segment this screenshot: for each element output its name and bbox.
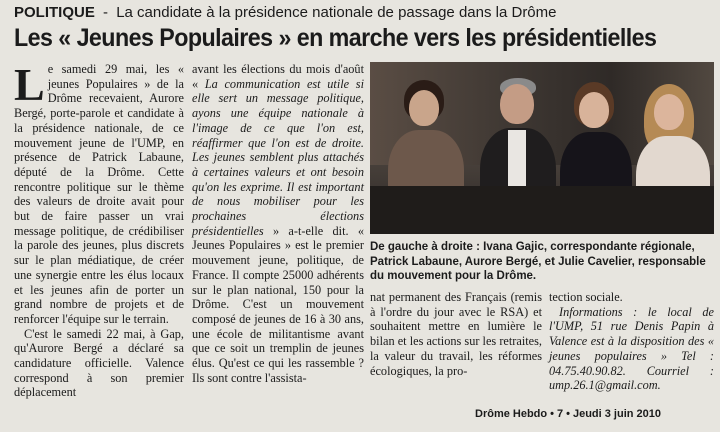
photo-caption <box>370 240 714 284</box>
caption-lead: De gauche à droite <box>370 241 473 253</box>
quote-outro: » a-t-elle dit. <box>263 223 349 238</box>
article-headline: Les « Jeunes Populaires » en marche vers les présidentielles <box>14 24 657 52</box>
article-paragraph: nat permanent des Français (remis à l'ordre du jour avec le RSA) et souhaitent mettre en lumière le bilan et les actions sur les retraites, la valeur du travail, les réformes écologiques, la pro- <box>370 290 542 378</box>
quote-intro: avant les élections du mois d'août « <box>192 62 364 91</box>
article-paragraph: C'est le samedi 22 mai, à Gap, qu'Aurore Bergé a déclaré sa candidature officielle. Valence correspond à son premier déplacement <box>14 326 184 400</box>
info-box <box>549 305 714 393</box>
footer-separator: • <box>550 408 554 420</box>
group-photo <box>370 62 714 234</box>
kicker-separator: - <box>103 4 109 21</box>
section-rubric: POLITIQUE <box>14 4 95 21</box>
quote-text: La communication est utile si elle sert un message politique, ayons une équipe nationale à l'image de ce que l'on est, réaffirmer que l'on est de droite. Les jeunes semblent plus attachés à certaines valeurs et ont besoin qu'on les exprime. Il est important de nous mobiliser pour les prochaines élections présidentielles <box>192 76 364 238</box>
photo-table <box>370 186 714 234</box>
newspaper-name: Drôme Hebdo <box>475 408 548 420</box>
footer-separator: • <box>566 408 570 420</box>
kicker <box>14 3 714 23</box>
article-column-1 <box>14 59 184 400</box>
caption-text: : Ivana Gajic, correspondante régionale, Patrick Labaune, Aurore Bergé, et Julie Cavelier, responsable du mouvement pour la Drôme. <box>370 241 706 282</box>
article-paragraph-text: « Jeunes Populaires » est le premier mouvement jeune, politique, de France. Il compte 25000 adhérents sur le plan national, 150 pour la Drôme. C'est un mouvement composé de jeunes de 16 à 30 ans, une école de militantisme avant que ce soit un tremplin de jeunes élus. Qu'est ce qui les rassemble ? Ils sont contre l'assista- <box>192 223 364 385</box>
issue-date: Jeudi 3 juin 2010 <box>572 408 662 420</box>
article-paragraph-text: e samedi 29 mai, les « jeunes Populaires » de la Drôme recevaient, Aurore Bergé, porte-parole et candidate à la présidence nationale, de ce mouvement jeune de l'UMP, en présence de Patrick Labaune, député de la Drôme. Cette rencontre politique sur le thème des valeurs de droite avait pour but de faire passer un vrai message politique, de crédibiliser la parole des jeunes, plus discrets sur le plan médiatique, de créer une synergie entre les élus locaux et les jeunes afin de porter un grand nombre de projets et de renforcer l'équipe sur le terrain. <box>14 62 184 326</box>
kicker-text: La candidate à la présidence nationale de passage dans la Drôme <box>116 4 557 21</box>
info-label: Informations : <box>559 304 638 319</box>
article-paragraph <box>14 59 184 327</box>
article-column-2 <box>192 62 364 385</box>
article-paragraph: tection sociale. <box>549 290 623 304</box>
article-column-4 <box>549 290 714 393</box>
info-text: le local de l'UMP, 51 rue Denis Papin à Valence est à la disposition des « jeunes populaires » Tel : 04.75.40.90.82. Courriel : ump.26.1@gmail.com. <box>549 304 715 393</box>
page-footer <box>475 408 715 420</box>
drop-cap: L <box>14 59 45 110</box>
article-column-3 <box>370 290 542 378</box>
article-paragraph <box>192 62 364 385</box>
page-number: 7 <box>556 408 564 420</box>
